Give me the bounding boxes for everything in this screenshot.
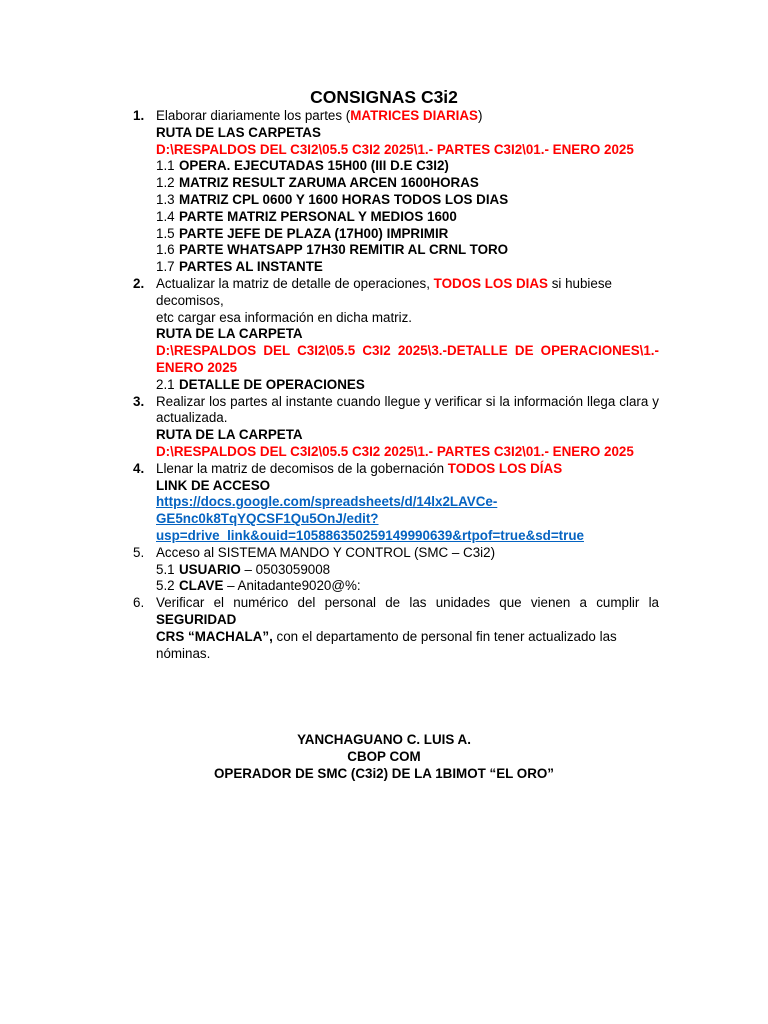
item-text-pre: Elaborar diariamente los partes ( (156, 108, 351, 123)
signature-name: YANCHAGUANO C. LUIS A. (297, 732, 471, 747)
sub-item-number: 1.4 (156, 208, 175, 224)
route-label: RUTA DE LA CARPETA (156, 326, 303, 342)
sub-item-number: 1.5 (156, 225, 175, 241)
sub-item-number: 2.1 (156, 376, 175, 392)
sub-item-number: 1.7 (156, 259, 175, 275)
sub-item-text: DETALLE DE OPERACIONES (179, 376, 365, 392)
sub-item-number: 5.2 (156, 578, 175, 594)
highlight-text: MATRICES DIARIAS (350, 108, 478, 123)
sub-item-text: PARTE JEFE DE PLAZA (17H00) IMPRIMIR (179, 225, 449, 241)
item-text (156, 108, 659, 125)
sub-item-number: 5.1 (156, 561, 175, 577)
route-label: RUTA DE LAS CARPETAS (156, 124, 321, 140)
sub-item-user (156, 562, 659, 579)
sub-item-text: MATRIZ RESULT ZARUMA ARCEN 1600HORAS (179, 175, 479, 191)
list-item-4 (133, 461, 659, 545)
item-number: 4. (133, 460, 145, 476)
route-path-continued: ENERO 2025 (156, 359, 238, 375)
item-number: 2. (133, 275, 145, 291)
sub-item-number: 1.3 (156, 191, 175, 207)
sub-item (156, 192, 659, 209)
sub-item (156, 209, 659, 226)
access-link-part-1[interactable]: https://docs.google.com/spreadsheets/d/14lx2LAVCe- (156, 494, 498, 510)
sub-item-number: 1.2 (156, 175, 175, 191)
sub-item-text: MATRIZ CPL 0600 Y 1600 HORAS TODOS LOS DIAS (179, 191, 509, 207)
access-link-part-2[interactable]: GE5nc0k8TqYQCSF1Qu5OnJ/edit? (156, 511, 379, 527)
item-number: 3. (133, 393, 145, 409)
sub-item-number: 1.6 (156, 242, 175, 258)
item-number: 5. (133, 544, 145, 560)
item-text-continued: etc cargar esa información en dicha matriz. (156, 309, 413, 325)
signature-rank: CBOP COM (347, 749, 421, 764)
list-item-5 (133, 545, 659, 595)
item-text: Acceso al SISTEMA MANDO Y CONTROL (SMC – C3i2) (156, 544, 496, 560)
instructions-list (133, 108, 659, 662)
item-text (156, 276, 659, 310)
link-label: LINK DE ACCESO (156, 477, 271, 493)
signature-role: OPERADOR DE SMC (C3i2) DE LA 1BIMOT “EL ORO” (213, 766, 554, 781)
sub-item (156, 259, 659, 276)
user-label: USUARIO (179, 561, 241, 577)
sub-item (156, 242, 659, 259)
list-item-2 (133, 276, 659, 394)
item-text-post: si hubiese decomisos, (156, 275, 613, 308)
route-path: D:\RESPALDOS DEL C3I2\05.5 C3I2 2025\1.- PARTES C3I2\01.- ENERO 2025 (156, 141, 634, 157)
user-value: – 0503059008 (240, 561, 331, 577)
sub-item (156, 175, 659, 192)
page-title: CONSIGNAS C3i2 (310, 87, 458, 107)
access-link-part-3[interactable]: usp=drive_link&ouid=105886350259149990639&rtpof=true&sd=true (156, 527, 584, 543)
access-link[interactable] (156, 494, 659, 544)
sub-item-password (156, 578, 659, 595)
item-text-post: ) (477, 108, 483, 123)
bold-text: CRS “MACHALA”, (156, 628, 273, 644)
list-item-6 (133, 595, 659, 662)
sub-item-text: PARTE WHATSAPP 17H30 REMITIR AL CRNL TORO (179, 242, 509, 258)
sub-item (156, 377, 659, 394)
highlight-text: TODOS LOS DÍAS (447, 460, 563, 476)
item-text: Realizar los partes al instante cuando llegue y verificar si la información llega clara y (156, 393, 659, 409)
password-value: – Anitadante9020@%: (223, 578, 361, 594)
sub-item-text: OPERA. EJECUTADAS 15H00 (III D.E C3I2) (179, 158, 449, 174)
item-number: 6. (133, 595, 145, 611)
route-path: D:\RESPALDOS DEL C3I2\05.5 C3I2 2025\3.-DETALLE DE OPERACIONES\1.- (156, 343, 659, 359)
item-text-pre: Verificar el numérico del personal de las unidades que vienen a cumplir la (156, 595, 659, 611)
highlight-text: TODOS LOS DIAS (433, 275, 548, 291)
bold-text: SEGURIDAD (156, 611, 237, 627)
item-text (156, 595, 659, 629)
item-text-post: con el departamento de personal fin tener actualizado las nóminas. (156, 628, 617, 661)
item-text (156, 461, 659, 478)
item-text-pre: Llenar la matriz de decomisos de la gobernación (156, 460, 448, 476)
item-number: 1. (133, 108, 145, 123)
route-label: RUTA DE LA CARPETA (156, 427, 303, 443)
signature-block (0, 731, 768, 782)
password-label: CLAVE (179, 578, 224, 594)
item-text-continued: actualizada. (156, 410, 228, 426)
item-text-continued (156, 629, 659, 663)
sub-item-number: 1.1 (156, 158, 175, 174)
sub-item-text: PARTE MATRIZ PERSONAL Y MEDIOS 1600 (179, 208, 457, 224)
list-item-3 (133, 394, 659, 461)
route-path: D:\RESPALDOS DEL C3I2\05.5 C3I2 2025\1.- PARTES C3I2\01.- ENERO 2025 (156, 443, 634, 459)
sub-item (156, 158, 659, 175)
list-item-1 (133, 108, 659, 276)
item-text-pre: Actualizar la matriz de detalle de operaciones, (156, 275, 434, 291)
sub-item (156, 226, 659, 243)
sub-item-text: PARTES AL INSTANTE (179, 259, 323, 275)
